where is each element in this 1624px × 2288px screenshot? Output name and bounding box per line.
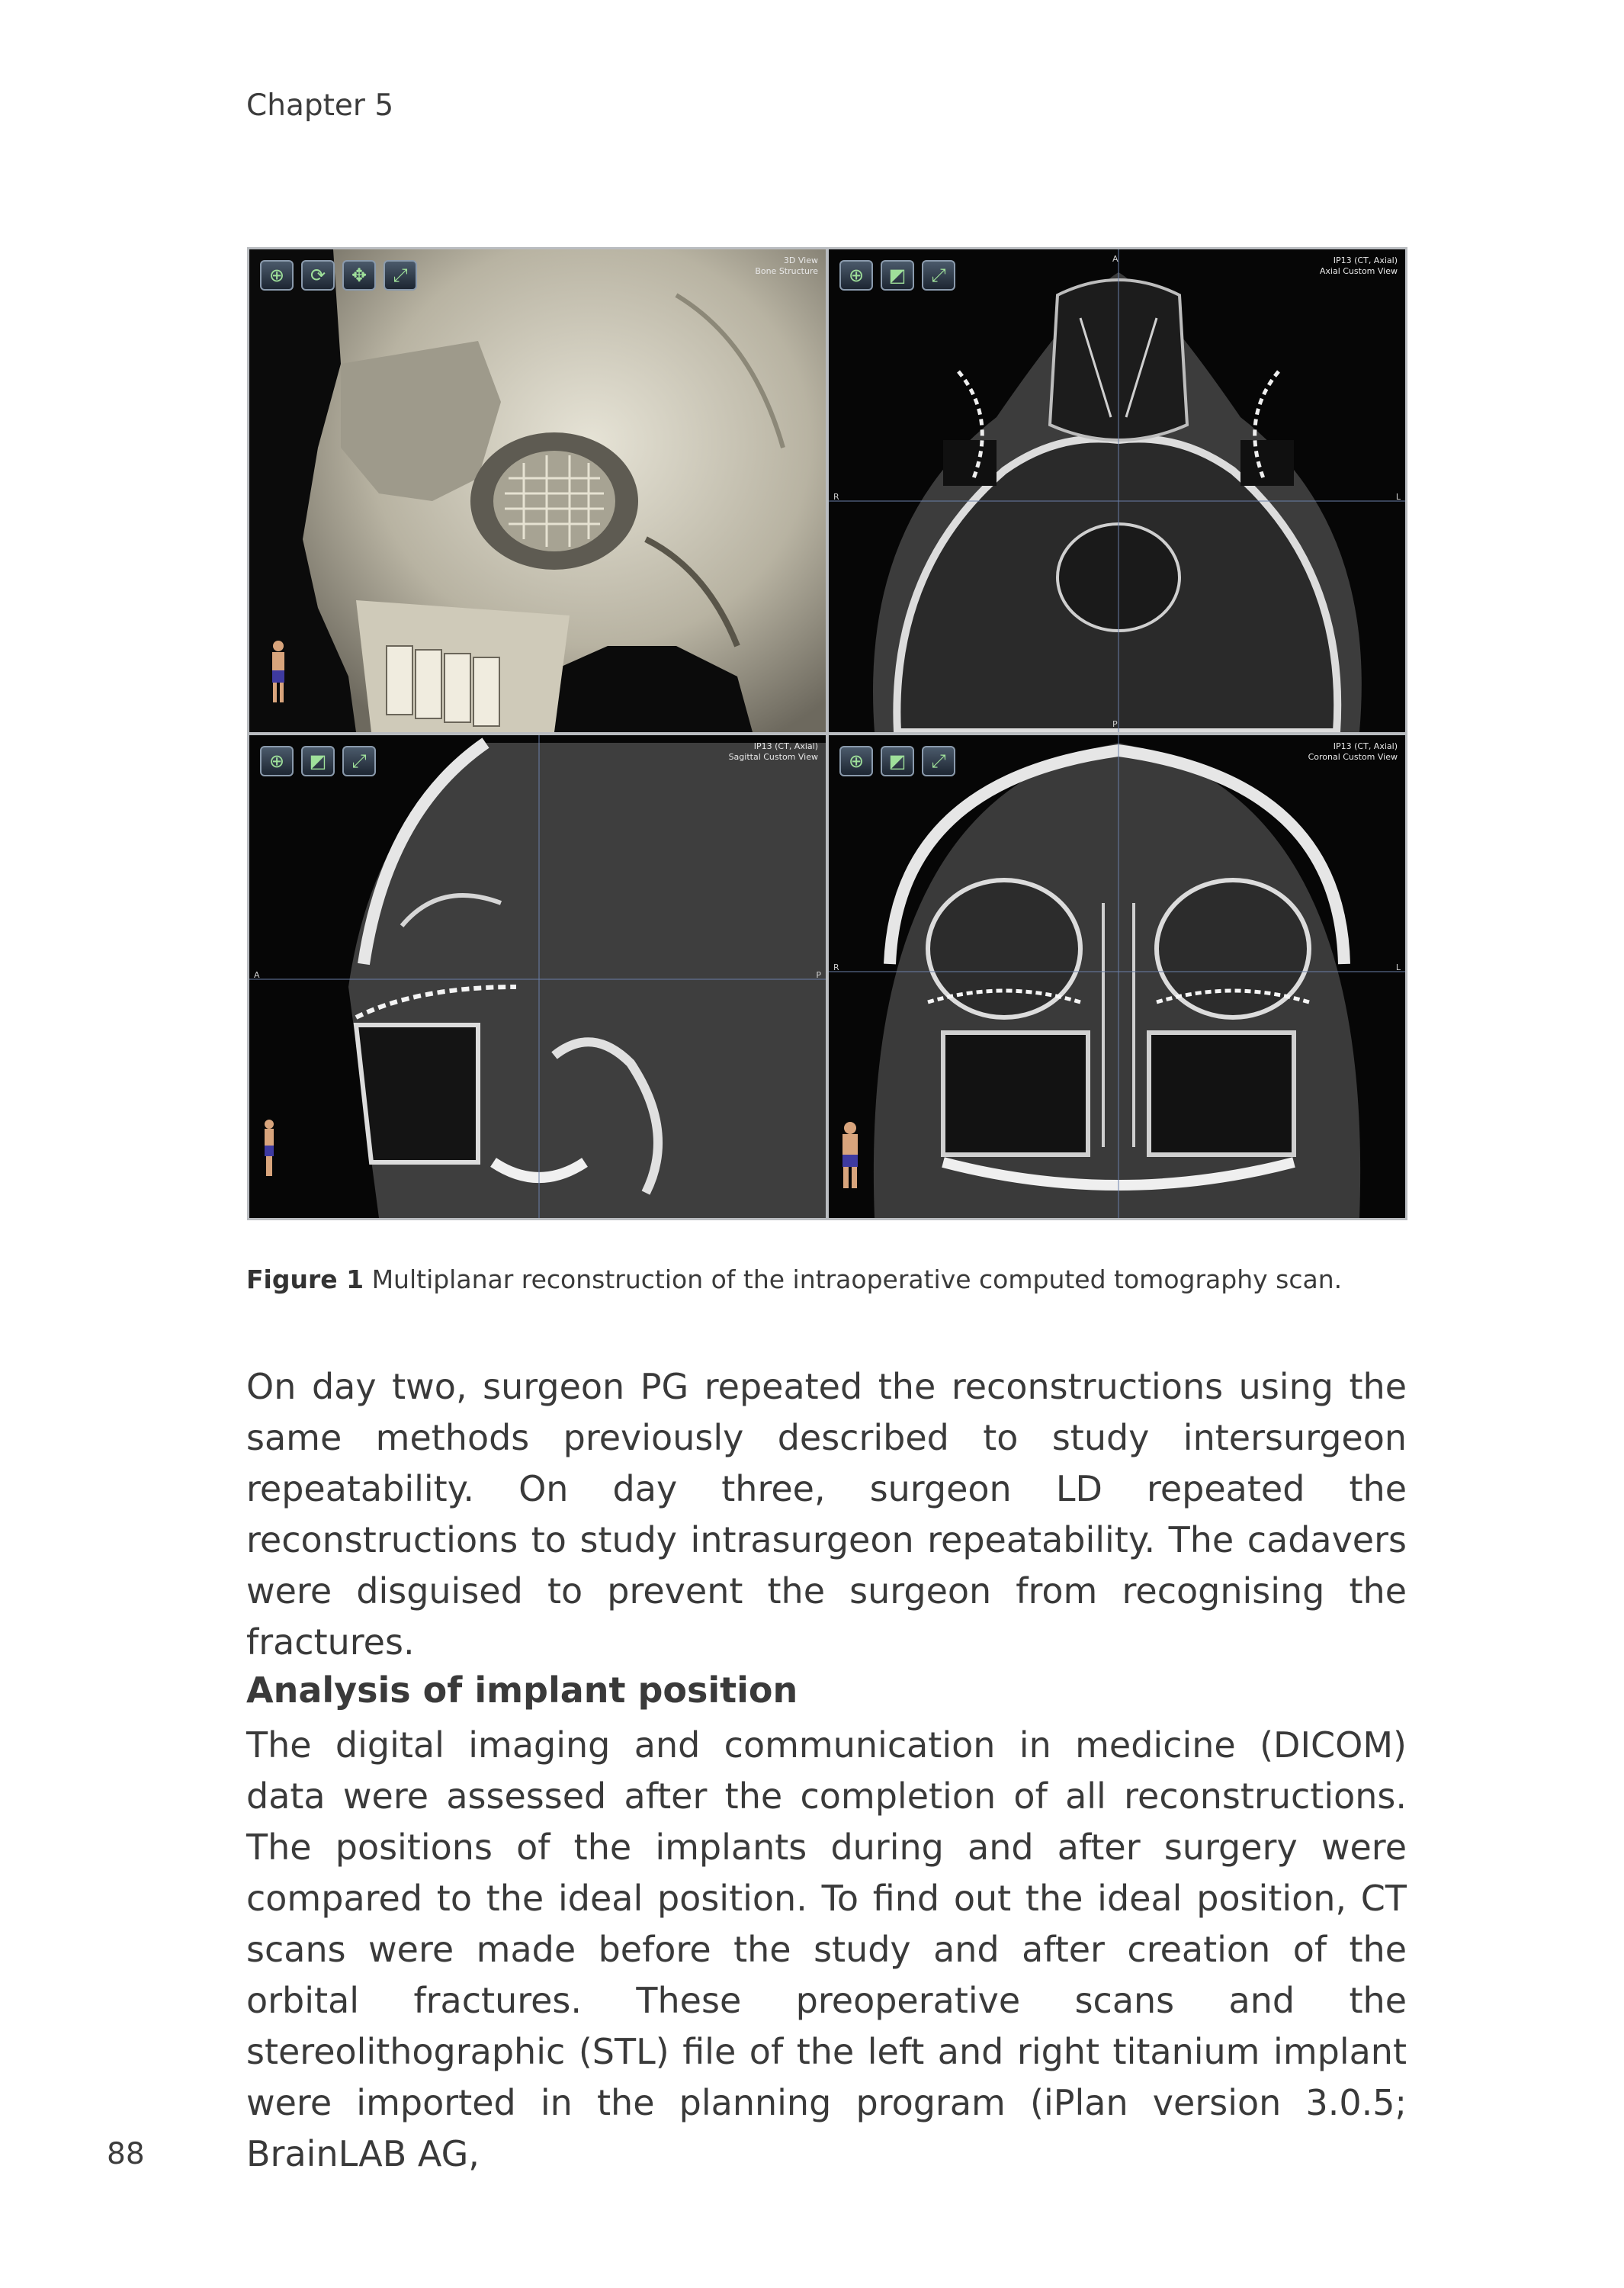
body-paragraph-1: On day two, surgeon PG repeated the reconstructions using the same methods previously described to study intersurgeon repeatability. On day three, surgeon LD repeated the reconstructions to study intrasurgeon repeatability. The cadavers were disguised to prevent the surgeon from recognising the fractures. <box>246 1366 1407 1663</box>
view-label <box>755 255 818 277</box>
figure-caption-text: Multiplanar reconstruction of the intraoperative computed tomography scan. <box>364 1265 1343 1294</box>
view-label-line1: IP13 (CT, Axial) <box>1333 741 1398 751</box>
view-label-line1: IP13 (CT, Axial) <box>753 741 818 751</box>
fit-icon[interactable]: ⤢ <box>922 746 955 776</box>
fit-icon[interactable]: ⤢ <box>922 260 955 291</box>
window-icon[interactable]: ◩ <box>301 746 335 776</box>
fit-icon[interactable]: ⤢ <box>384 260 417 291</box>
page-number: 88 <box>107 2137 145 2171</box>
zoom-icon[interactable]: ⊕ <box>839 746 873 776</box>
zoom-icon[interactable]: ⊕ <box>260 746 294 776</box>
view-label <box>729 741 818 763</box>
move-icon[interactable]: ✥ <box>342 260 376 291</box>
window-icon[interactable]: ◩ <box>881 260 914 291</box>
skull-3d-render <box>249 249 826 732</box>
zoom-icon[interactable]: ⊕ <box>839 260 873 291</box>
figure-caption-label: Figure 1 <box>246 1265 364 1294</box>
window-icon[interactable]: ◩ <box>881 746 914 776</box>
panel-axial-view <box>829 249 1405 732</box>
body-paragraph-2: The digital imaging and communication in medicine (DICOM) data were assessed after the completion of all reconstructions. The positions of the implants during and after surgery were compared to the ideal position. To find out the ideal position, CT scans were made before the study and after creation of the orbital fractures. These preoperative scans and the stereolithographic (STL) file of the left and right titanium implant were imported in the planning program (iPlan version 3.0.5; BrainLAB AG, <box>246 1724 1407 2174</box>
figure-multiplanar-reconstruction <box>247 247 1407 1220</box>
orientation-bottom: P <box>1112 719 1118 729</box>
view-label-line2: Axial Custom View <box>1319 266 1398 276</box>
coronal-ct-slice <box>829 735 1405 1218</box>
orientation-right: L <box>1395 492 1401 502</box>
toolbar-coronal-view <box>839 746 955 776</box>
panel-3d-view <box>249 249 826 732</box>
view-label-line2: Sagittal Custom View <box>728 752 818 762</box>
running-head: Chapter 5 <box>246 88 394 123</box>
axial-ct-slice <box>829 249 1405 732</box>
view-label-line2: Bone Structure <box>755 266 818 276</box>
panel-sagittal-view <box>249 735 826 1218</box>
orientation-left: A <box>254 970 260 980</box>
zoom-icon[interactable]: ⊕ <box>260 260 294 291</box>
toolbar-3d-view <box>260 260 417 291</box>
toolbar-sagittal-view <box>260 746 376 776</box>
orientation-left: R <box>833 962 839 972</box>
orientation-right: P <box>816 970 821 980</box>
orientation-top: A <box>1112 254 1119 264</box>
view-label-line1: IP13 (CT, Axial) <box>1333 255 1398 265</box>
toolbar-axial-view <box>839 260 955 291</box>
view-label <box>1320 255 1398 277</box>
sagittal-ct-slice <box>249 735 826 1218</box>
view-label-line2: Coronal Custom View <box>1308 752 1398 762</box>
figure-caption <box>246 1265 1413 1294</box>
view-label <box>1308 741 1398 763</box>
orientation-left: R <box>833 492 839 502</box>
orientation-right: L <box>1395 962 1401 972</box>
panel-coronal-view <box>829 735 1405 1218</box>
rotate-icon[interactable]: ⟳ <box>301 260 335 291</box>
view-label-line1: 3D View <box>783 255 818 265</box>
fit-icon[interactable]: ⤢ <box>342 746 376 776</box>
section-heading: Analysis of implant position <box>246 1669 798 1711</box>
